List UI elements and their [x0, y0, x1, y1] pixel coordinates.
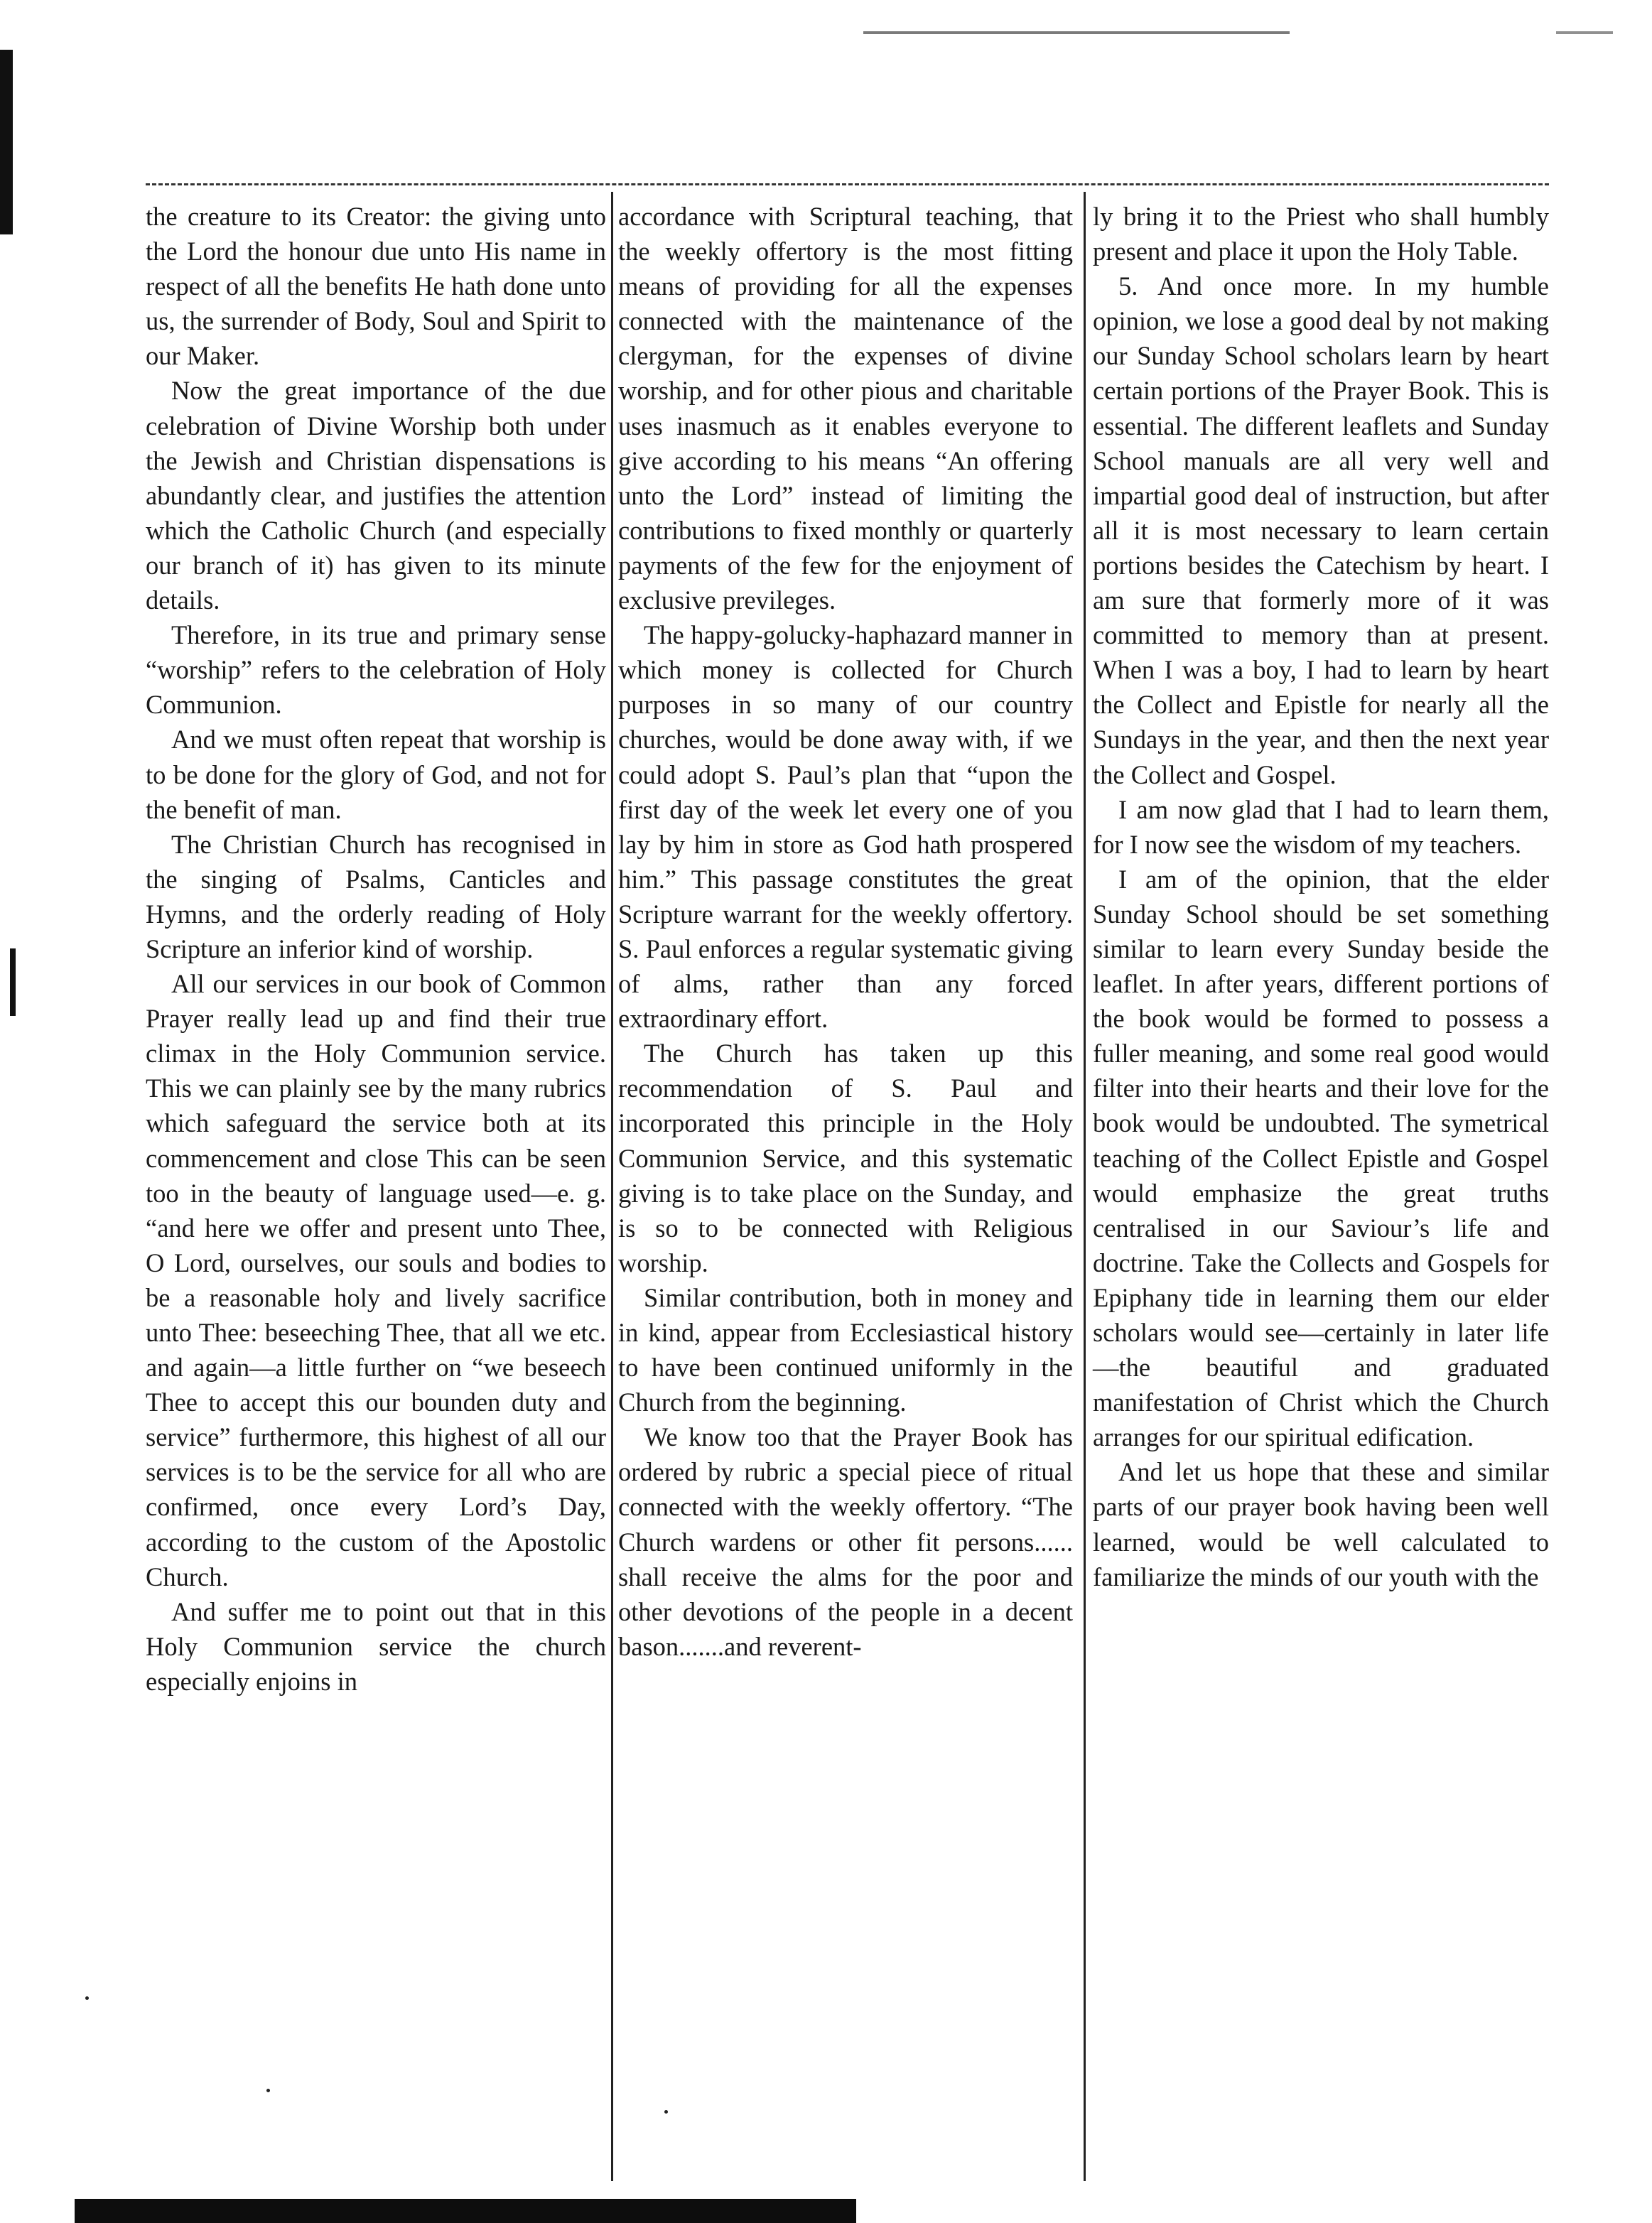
scan-edge-mark-top: [0, 50, 13, 234]
paragraph: And let us hope that these and similar parts of our prayer book having been well learned, would be well calculated to familiarize the minds of our youth with the: [1093, 1457, 1549, 1591]
scan-speck: [664, 2110, 668, 2114]
paragraph: The Christian Church has recognised in the singing of Psalms, Canticles and Hymns, and the orderly reading of Holy Scripture an inferior kind of worship.: [146, 829, 606, 963]
paragraph: We know too that the Prayer Book has ordered by rubric a special piece of ritual connected with the weekly offertory. “The Church wardens or other fit persons...... shall receive the alms for the poor and other devotions of the people in a decent bason.......and reverent-: [618, 1422, 1073, 1661]
paragraph: the creature to its Creator: the giving unto the Lord the honour due unto His name in respect of all the benefits He hath done unto us, the surrender of Body, Soul and Spirit to our Maker.: [146, 202, 606, 371]
paragraph: Now the great importance of the due celebration of Divine Worship both under the Jewish and Christian dispensations is abundantly clear, and justifies the attention which the Catholic Church (and especially our branch of it) has given to its minute details.: [146, 376, 606, 615]
paragraph: The happy-golucky-haphazard manner in which money is collected for Church purposes in so many of our country churches, would be done away with, if we could adopt S. Paul’s plan that “upon the first day of the week let every one of you lay by him in store as God hath prospered him.” This passage constitutes the great Scripture warrant for the weekly offertory. S. Paul enforces a regular systematic giving of alms, rather than any forced extraordinary effort.: [618, 620, 1073, 1034]
paragraph: All our services in our book of Common Prayer really lead up and find their true climax in the Holy Communion service. This we can plainly see by the many rubrics which safeguard the service both at its commencement and close This can be seen too in the beauty of language used—e. g. “and here we offer and present unto Thee, O Lord, ourselves, our souls and bodies to be a reasonable holy and lively sacrifice unto Thee: beseeching Thee, that all we etc. and again—a little further on “we beseech Thee to accept this our bounden duty and service” furthermore, this highest of all our services is to be the service for all who are confirmed, once every Lord’s Day, according to the custom of the Apostolic Church.: [146, 969, 606, 1591]
column-rule-left: [611, 192, 613, 2181]
text-column-2: [618, 199, 1073, 2160]
scan-edge-mark-bottom: [75, 2199, 856, 2223]
paragraph: I am now glad that I had to learn them, for I now see the wisdom of my teachers.: [1093, 794, 1549, 859]
paragraph: Similar contribution, both in money and in kind, appear from Ecclesiastical history to have been continued uniformly in the Church from the beginning.: [618, 1282, 1073, 1417]
top-rule: [146, 183, 1549, 185]
text-column-1: [146, 199, 606, 2160]
paragraph: accordance with Scriptural teaching, that the weekly offertory is the most fitting means of providing for all the expenses connected with the maintenance of the clergyman, for the expenses of divine worship, and for other pious and charitable uses inasmuch as it enables everyone to give according to his means “An offering unto the Lord” instead of limiting the contributions to fixed monthly or quarterly payments of the few for the enjoyment of exclusive previleges.: [618, 202, 1073, 615]
paragraph: And we must often repeat that worship is to be done for the glory of God, and not for the benefit of man.: [146, 725, 606, 824]
column-rule-right: [1084, 192, 1086, 2181]
header-decoration-right: [1556, 31, 1613, 34]
scan-speck: [266, 2089, 270, 2092]
scan-speck: [85, 1996, 89, 2000]
paragraph: And suffer me to point out that in this Holy Communion service the church especially enjoins in: [146, 1596, 606, 1696]
paragraph: The Church has taken up this recommendation of S. Paul and incorporated this principle in the Holy Communion Service, and this systematic giving is to take place on the Sunday, and is so to be connected with Religious worship.: [618, 1039, 1073, 1277]
paragraph: ly bring it to the Priest who shall humbly present and place it upon the Holy Table.: [1093, 202, 1549, 266]
scan-edge-mark-middle: [10, 948, 16, 1016]
paragraph: Therefore, in its true and primary sense “worship” refers to the celebration of Holy Communion.: [146, 620, 606, 720]
header-decoration: [863, 31, 1290, 34]
text-column-3: [1093, 199, 1549, 2160]
paragraph: I am of the opinion, that the elder Sunday School should be set something similar to learn every Sunday beside the leaflet. In after years, different portions of the book would be formed to possess a fuller meaning, and some real good would filter into their hearts and their love for the book would be undoubted. The symetrical teaching of the Collect Epistle and Gospel would emphasize the great truths centralised in our Saviour’s life and doctrine. Take the Collects and Gospels for Epiphany tide in learning them our elder scholars would see—certainly in later life—the beautiful and graduated manifestation of Christ which the Church arranges for our spiritual edification.: [1093, 864, 1549, 1452]
paragraph: 5. And once more. In my humble opinion, we lose a good deal by not making our Sunday School scholars learn by heart certain portions of the Prayer Book. This is essential. The different leaflets and Sunday School manuals are all very well and impartial good deal of instruction, but after all it is most necessary to learn certain portions besides the Catechism by heart. I am sure that formerly more of it was committed to memory than at present. When I was a boy, I had to learn by heart the Collect and Epistle for nearly all the Sundays in the year, and then the next year the Collect and Gospel.: [1093, 271, 1549, 789]
